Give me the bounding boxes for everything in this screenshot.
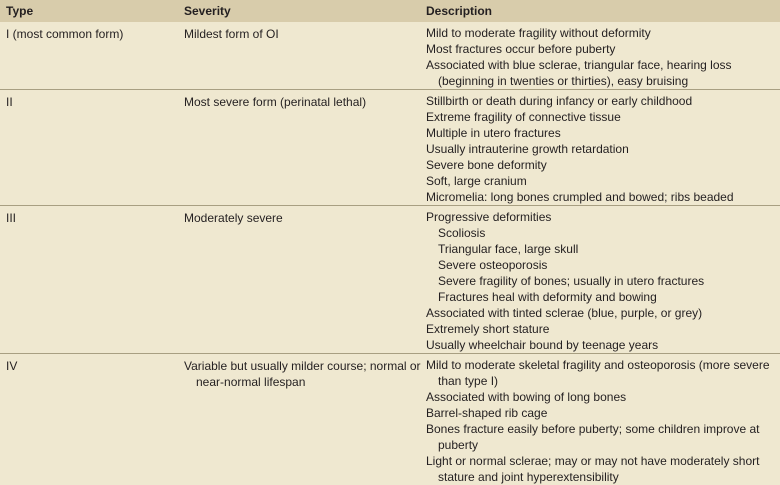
type-cell: II xyxy=(6,95,13,109)
description-subitem: Severe osteoporosis xyxy=(438,258,548,272)
severity-cell: Moderately severe xyxy=(184,211,283,225)
header-description: Description xyxy=(426,4,493,18)
description-subitem: Triangular face, large skull xyxy=(438,242,579,256)
table-row-type-i xyxy=(0,22,780,90)
description-item: Usually wheelchair bound by teenage years xyxy=(426,338,659,352)
description-item: Severe bone deformity xyxy=(426,158,547,172)
description-cell xyxy=(426,206,780,353)
description-item: Associated with tinted sclerae (blue, purple, or grey) xyxy=(426,306,703,320)
type-cell: I (most common form) xyxy=(6,27,124,41)
table-row-type-iii xyxy=(0,206,780,354)
description-subitem: Severe fragility of bones; usually in utero fractures xyxy=(438,274,705,288)
description-item: Barrel-shaped rib cage xyxy=(426,406,548,420)
description-cell xyxy=(426,22,780,89)
description-item: Associated with blue sclerae, triangular face, hearing loss (beginning in twenties or thirties), easy bruising xyxy=(426,58,732,88)
description-item: Extreme fragility of connective tissue xyxy=(426,110,621,124)
description-subitem: Fractures heal with deformity and bowing xyxy=(438,290,657,304)
table-row-type-ii xyxy=(0,90,780,206)
description-cell xyxy=(426,354,780,485)
description-subitem: Scoliosis xyxy=(438,226,486,240)
description-list xyxy=(426,25,780,89)
header-severity: Severity xyxy=(184,4,231,18)
description-item: Soft, large cranium xyxy=(426,174,527,188)
description-cell xyxy=(426,90,780,205)
table-header xyxy=(0,0,780,22)
description-item: Stillbirth or death during infancy or early childhood xyxy=(426,94,693,108)
header-type: Type xyxy=(6,4,34,18)
description-item: Most fractures occur before puberty xyxy=(426,42,616,56)
description-item: Bones fracture easily before puberty; some children improve at puberty xyxy=(426,422,760,452)
description-item: Mild to moderate skeletal fragility and osteoporosis (more severe than type I) xyxy=(426,358,770,388)
severity-text: Variable but usually milder course; normal or near-normal lifespan xyxy=(184,359,421,389)
type-cell: IV xyxy=(6,359,18,373)
description-item: Light or normal sclerae; may or may not have moderately short stature and joint hyperextensibility xyxy=(426,454,760,484)
description-list xyxy=(426,93,780,205)
description-item: Extremely short stature xyxy=(426,322,550,336)
description-item: Usually intrauterine growth retardation xyxy=(426,142,629,156)
severity-cell: Most severe form (perinatal lethal) xyxy=(184,95,367,109)
severity-cell xyxy=(180,354,426,390)
description-list xyxy=(426,209,780,353)
description-list xyxy=(426,357,780,485)
description-item: Multiple in utero fractures xyxy=(426,126,561,140)
type-cell: III xyxy=(6,211,17,225)
description-item: Micromelia: long bones crumpled and bowed; ribs beaded xyxy=(426,190,734,204)
description-item: Associated with bowing of long bones xyxy=(426,390,627,404)
description-item: Progressive deformities xyxy=(426,210,552,224)
table-row-type-iv xyxy=(0,354,780,485)
description-item: Mild to moderate fragility without deformity xyxy=(426,26,651,40)
severity-cell: Mildest form of OI xyxy=(184,27,279,41)
